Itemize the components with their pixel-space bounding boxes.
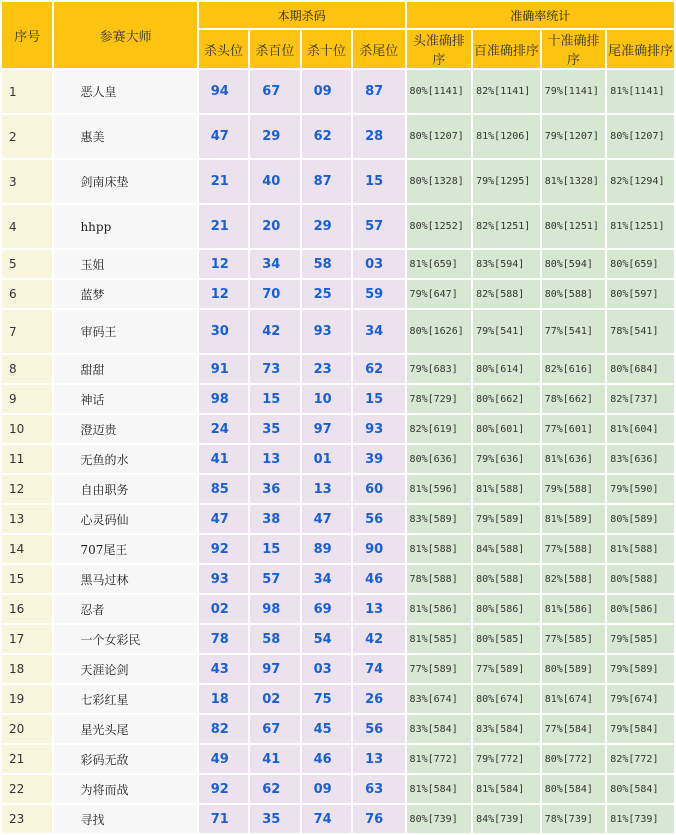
- acc-hundreds-value: 79%[772]: [473, 745, 540, 773]
- acc-tens-value: 79%[1141]: [542, 70, 606, 113]
- table-row: [2, 775, 674, 803]
- acc-tail-value: 82%[737]: [607, 385, 674, 413]
- acc-hundreds-value: 79%[541]: [473, 310, 540, 353]
- kill-head-value: 71: [199, 805, 248, 833]
- acc-hundreds-value: 84%[739]: [473, 805, 540, 833]
- header-accuracy-group: 准确率统计: [407, 2, 674, 28]
- master-name: 黑马过林: [54, 565, 196, 593]
- kill-hundreds-value: 67: [250, 715, 299, 743]
- master-name: 剑南床垫: [54, 160, 196, 203]
- acc-tail-value: 79%[589]: [607, 655, 674, 683]
- master-name: 707尾王: [54, 535, 196, 563]
- kill-tens-value: 45: [302, 715, 351, 743]
- acc-tens-value: 81%[586]: [542, 595, 606, 623]
- acc-tail-value: 80%[1207]: [607, 115, 674, 158]
- acc-tail-value: 80%[684]: [607, 355, 674, 383]
- kill-hundreds-value: 98: [250, 595, 299, 623]
- acc-head-value: 78%[588]: [407, 565, 472, 593]
- kill-tail-value: 62: [353, 355, 404, 383]
- acc-head-value: 83%[589]: [407, 505, 472, 533]
- table-row: [2, 355, 674, 383]
- table-row: [2, 685, 674, 713]
- kill-tens-value: 93: [302, 310, 351, 353]
- acc-tail-value: 80%[597]: [607, 280, 674, 308]
- kill-hundreds-value: 35: [250, 415, 299, 443]
- kill-hundreds-value: 40: [250, 160, 299, 203]
- acc-hundreds-value: 80%[614]: [473, 355, 540, 383]
- acc-head-value: 82%[619]: [407, 415, 472, 443]
- kill-hundreds-value: 73: [250, 355, 299, 383]
- acc-tens-value: 80%[589]: [542, 655, 606, 683]
- acc-hundreds-value: 79%[1295]: [473, 160, 540, 203]
- table-row: [2, 445, 674, 473]
- row-index: 6: [2, 280, 52, 308]
- kill-hundreds-value: 62: [250, 775, 299, 803]
- kill-head-value: 41: [199, 445, 248, 473]
- acc-head-value: 81%[772]: [407, 745, 472, 773]
- kill-hundreds-value: 29: [250, 115, 299, 158]
- header-acc-hundreds: 百准确排序: [473, 30, 540, 68]
- master-name: 天涯论剑: [54, 655, 196, 683]
- kill-tens-value: 29: [302, 205, 351, 248]
- row-index: 5: [2, 250, 52, 278]
- row-index: 11: [2, 445, 52, 473]
- acc-hundreds-value: 80%[674]: [473, 685, 540, 713]
- table-row: [2, 205, 674, 248]
- kill-tens-value: 47: [302, 505, 351, 533]
- table-row: [2, 160, 674, 203]
- kill-tens-value: 54: [302, 625, 351, 653]
- kill-head-value: 12: [199, 280, 248, 308]
- acc-tail-value: 80%[588]: [607, 565, 674, 593]
- kill-hundreds-value: 36: [250, 475, 299, 503]
- kill-head-value: 93: [199, 565, 248, 593]
- kill-hundreds-value: 42: [250, 310, 299, 353]
- acc-tens-value: 82%[616]: [542, 355, 606, 383]
- table-row: [2, 70, 674, 113]
- acc-tens-value: 80%[772]: [542, 745, 606, 773]
- kill-head-value: 30: [199, 310, 248, 353]
- master-name: 自由职务: [54, 475, 196, 503]
- kill-hundreds-value: 58: [250, 625, 299, 653]
- kill-head-value: 85: [199, 475, 248, 503]
- acc-head-value: 83%[584]: [407, 715, 472, 743]
- acc-hundreds-value: 80%[601]: [473, 415, 540, 443]
- master-name: 七彩红星: [54, 685, 196, 713]
- acc-head-value: 83%[674]: [407, 685, 472, 713]
- kill-tail-value: 13: [353, 745, 404, 773]
- acc-head-value: 80%[1328]: [407, 160, 472, 203]
- table-row: [2, 475, 674, 503]
- acc-tail-value: 81%[588]: [607, 535, 674, 563]
- kill-head-value: 91: [199, 355, 248, 383]
- kill-head-value: 82: [199, 715, 248, 743]
- header-kill-hundreds: 杀百位: [250, 30, 299, 68]
- row-index: 1: [2, 70, 52, 113]
- kill-tail-value: 42: [353, 625, 404, 653]
- acc-tens-value: 81%[674]: [542, 685, 606, 713]
- acc-tens-value: 78%[739]: [542, 805, 606, 833]
- header-index: 序号: [2, 2, 52, 68]
- acc-tail-value: 79%[674]: [607, 685, 674, 713]
- kill-tens-value: 74: [302, 805, 351, 833]
- kill-tens-value: 23: [302, 355, 351, 383]
- kill-tail-value: 59: [353, 280, 404, 308]
- acc-head-value: 80%[1252]: [407, 205, 472, 248]
- kill-tens-value: 87: [302, 160, 351, 203]
- master-name: 神话: [54, 385, 196, 413]
- master-name: 澄迈贵: [54, 415, 196, 443]
- kill-head-value: 21: [199, 160, 248, 203]
- kill-tens-value: 34: [302, 565, 351, 593]
- acc-head-value: 81%[588]: [407, 535, 472, 563]
- acc-hundreds-value: 80%[588]: [473, 565, 540, 593]
- kill-tens-value: 46: [302, 745, 351, 773]
- row-index: 2: [2, 115, 52, 158]
- kill-tens-value: 03: [302, 655, 351, 683]
- row-index: 4: [2, 205, 52, 248]
- acc-head-value: 81%[596]: [407, 475, 472, 503]
- acc-hundreds-value: 80%[662]: [473, 385, 540, 413]
- row-index: 9: [2, 385, 52, 413]
- kill-tail-value: 93: [353, 415, 404, 443]
- acc-tail-value: 81%[1251]: [607, 205, 674, 248]
- acc-tail-value: 82%[772]: [607, 745, 674, 773]
- master-name: 玉姐: [54, 250, 196, 278]
- acc-head-value: 81%[584]: [407, 775, 472, 803]
- acc-tens-value: 80%[1251]: [542, 205, 606, 248]
- acc-tens-value: 81%[589]: [542, 505, 606, 533]
- table-row: [2, 595, 674, 623]
- kill-tail-value: 15: [353, 160, 404, 203]
- row-index: 8: [2, 355, 52, 383]
- acc-head-value: 79%[647]: [407, 280, 472, 308]
- acc-hundreds-value: 82%[1141]: [473, 70, 540, 113]
- kill-tail-value: 57: [353, 205, 404, 248]
- master-name: 甜甜: [54, 355, 196, 383]
- table-row: [2, 715, 674, 743]
- row-index: 13: [2, 505, 52, 533]
- acc-tail-value: 81%[604]: [607, 415, 674, 443]
- table-row: [2, 310, 674, 353]
- acc-tail-value: 78%[541]: [607, 310, 674, 353]
- kill-head-value: 43: [199, 655, 248, 683]
- kill-head-value: 78: [199, 625, 248, 653]
- acc-head-value: 77%[589]: [407, 655, 472, 683]
- header-acc-head: 头准确排序: [407, 30, 472, 68]
- acc-tens-value: 81%[1328]: [542, 160, 606, 203]
- kill-head-value: 47: [199, 505, 248, 533]
- acc-tens-value: 80%[594]: [542, 250, 606, 278]
- kill-tail-value: 26: [353, 685, 404, 713]
- kill-head-value: 92: [199, 775, 248, 803]
- kill-tail-value: 28: [353, 115, 404, 158]
- table-row: [2, 505, 674, 533]
- kill-head-value: 21: [199, 205, 248, 248]
- header-master: 参赛大师: [54, 2, 196, 68]
- acc-hundreds-value: 80%[586]: [473, 595, 540, 623]
- row-index: 17: [2, 625, 52, 653]
- row-index: 16: [2, 595, 52, 623]
- acc-tens-value: 79%[588]: [542, 475, 606, 503]
- kill-head-value: 94: [199, 70, 248, 113]
- header-kill-tail: 杀尾位: [353, 30, 404, 68]
- acc-hundreds-value: 82%[1251]: [473, 205, 540, 248]
- acc-tens-value: 77%[601]: [542, 415, 606, 443]
- kill-tens-value: 10: [302, 385, 351, 413]
- table-row: [2, 745, 674, 773]
- kill-tens-value: 69: [302, 595, 351, 623]
- table-row: [2, 385, 674, 413]
- master-name: 寻找: [54, 805, 196, 833]
- master-name: 为将而战: [54, 775, 196, 803]
- kill-tail-value: 56: [353, 715, 404, 743]
- acc-tail-value: 79%[584]: [607, 715, 674, 743]
- master-name: 无鱼的水: [54, 445, 196, 473]
- acc-tail-value: 80%[589]: [607, 505, 674, 533]
- row-index: 3: [2, 160, 52, 203]
- row-index: 19: [2, 685, 52, 713]
- acc-head-value: 80%[1626]: [407, 310, 472, 353]
- kill-hundreds-value: 02: [250, 685, 299, 713]
- acc-tens-value: 79%[1207]: [542, 115, 606, 158]
- acc-hundreds-value: 81%[584]: [473, 775, 540, 803]
- acc-hundreds-value: 84%[588]: [473, 535, 540, 563]
- kill-tail-value: 63: [353, 775, 404, 803]
- kill-tail-value: 87: [353, 70, 404, 113]
- kill-tail-value: 74: [353, 655, 404, 683]
- kill-tail-value: 56: [353, 505, 404, 533]
- master-name: 一个女彩民: [54, 625, 196, 653]
- kill-tens-value: 09: [302, 775, 351, 803]
- acc-tail-value: 81%[739]: [607, 805, 674, 833]
- acc-hundreds-value: 77%[589]: [473, 655, 540, 683]
- row-index: 21: [2, 745, 52, 773]
- master-name: 星光头尾: [54, 715, 196, 743]
- row-index: 10: [2, 415, 52, 443]
- kill-tens-value: 09: [302, 70, 351, 113]
- kill-hundreds-value: 67: [250, 70, 299, 113]
- kill-tail-value: 13: [353, 595, 404, 623]
- kill-tail-value: 34: [353, 310, 404, 353]
- kill-head-value: 47: [199, 115, 248, 158]
- kill-head-value: 18: [199, 685, 248, 713]
- kill-tens-value: 75: [302, 685, 351, 713]
- rankings-body: [2, 70, 674, 833]
- acc-tail-value: 83%[636]: [607, 445, 674, 473]
- kill-tens-value: 13: [302, 475, 351, 503]
- header-kill-group: 本期杀码: [199, 2, 405, 28]
- kill-hundreds-value: 34: [250, 250, 299, 278]
- kill-tens-value: 97: [302, 415, 351, 443]
- table-row: [2, 655, 674, 683]
- acc-tens-value: 77%[584]: [542, 715, 606, 743]
- kill-tens-value: 89: [302, 535, 351, 563]
- row-index: 12: [2, 475, 52, 503]
- kill-head-value: 49: [199, 745, 248, 773]
- kill-hundreds-value: 15: [250, 535, 299, 563]
- acc-head-value: 78%[729]: [407, 385, 472, 413]
- master-name: 惠美: [54, 115, 196, 158]
- acc-tail-value: 79%[590]: [607, 475, 674, 503]
- kill-head-value: 02: [199, 595, 248, 623]
- kill-tens-value: 62: [302, 115, 351, 158]
- table-row: [2, 805, 674, 833]
- kill-tail-value: 03: [353, 250, 404, 278]
- header-acc-tens: 十准确排序: [542, 30, 606, 68]
- acc-hundreds-value: 82%[588]: [473, 280, 540, 308]
- acc-tens-value: 80%[588]: [542, 280, 606, 308]
- master-name: 忍者: [54, 595, 196, 623]
- acc-tens-value: 82%[588]: [542, 565, 606, 593]
- acc-tens-value: 78%[662]: [542, 385, 606, 413]
- row-index: 7: [2, 310, 52, 353]
- acc-tens-value: 77%[585]: [542, 625, 606, 653]
- kill-tail-value: 39: [353, 445, 404, 473]
- row-index: 23: [2, 805, 52, 833]
- kill-hundreds-value: 35: [250, 805, 299, 833]
- table-row: [2, 115, 674, 158]
- acc-head-value: 80%[1207]: [407, 115, 472, 158]
- acc-hundreds-value: 80%[585]: [473, 625, 540, 653]
- kill-hundreds-value: 41: [250, 745, 299, 773]
- acc-tail-value: 81%[1141]: [607, 70, 674, 113]
- kill-head-value: 24: [199, 415, 248, 443]
- kill-hundreds-value: 15: [250, 385, 299, 413]
- kill-head-value: 12: [199, 250, 248, 278]
- acc-tail-value: 80%[659]: [607, 250, 674, 278]
- acc-tens-value: 77%[541]: [542, 310, 606, 353]
- acc-tail-value: 80%[584]: [607, 775, 674, 803]
- kill-hundreds-value: 70: [250, 280, 299, 308]
- acc-tens-value: 80%[584]: [542, 775, 606, 803]
- master-name: 心灵码仙: [54, 505, 196, 533]
- kill-tail-value: 15: [353, 385, 404, 413]
- acc-hundreds-value: 79%[589]: [473, 505, 540, 533]
- header-acc-tail: 尾准确排序: [607, 30, 674, 68]
- kill-tens-value: 25: [302, 280, 351, 308]
- kill-hundreds-value: 97: [250, 655, 299, 683]
- kill-tail-value: 46: [353, 565, 404, 593]
- master-name: 彩码无敌: [54, 745, 196, 773]
- header-kill-tens: 杀十位: [302, 30, 351, 68]
- master-name: 恶人皇: [54, 70, 196, 113]
- acc-head-value: 80%[1141]: [407, 70, 472, 113]
- table-row: [2, 250, 674, 278]
- kill-tens-value: 58: [302, 250, 351, 278]
- table-row: [2, 415, 674, 443]
- acc-tail-value: 82%[1294]: [607, 160, 674, 203]
- row-index: 18: [2, 655, 52, 683]
- master-name: 审码王: [54, 310, 196, 353]
- acc-hundreds-value: 81%[1206]: [473, 115, 540, 158]
- acc-head-value: 79%[683]: [407, 355, 472, 383]
- kill-head-value: 92: [199, 535, 248, 563]
- acc-head-value: 81%[585]: [407, 625, 472, 653]
- master-name: hhpp: [54, 205, 196, 248]
- acc-hundreds-value: 83%[584]: [473, 715, 540, 743]
- table-row: [2, 565, 674, 593]
- row-index: 15: [2, 565, 52, 593]
- kill-hundreds-value: 13: [250, 445, 299, 473]
- acc-hundreds-value: 79%[636]: [473, 445, 540, 473]
- master-name: 蓝梦: [54, 280, 196, 308]
- acc-tail-value: 79%[585]: [607, 625, 674, 653]
- kill-tail-value: 60: [353, 475, 404, 503]
- table-row: [2, 535, 674, 563]
- acc-tens-value: 81%[636]: [542, 445, 606, 473]
- kill-tail-value: 76: [353, 805, 404, 833]
- kill-head-value: 98: [199, 385, 248, 413]
- acc-tens-value: 77%[588]: [542, 535, 606, 563]
- acc-hundreds-value: 83%[594]: [473, 250, 540, 278]
- acc-head-value: 81%[659]: [407, 250, 472, 278]
- acc-tail-value: 80%[586]: [607, 595, 674, 623]
- kill-hundreds-value: 38: [250, 505, 299, 533]
- kill-hundreds-value: 57: [250, 565, 299, 593]
- row-index: 22: [2, 775, 52, 803]
- row-index: 20: [2, 715, 52, 743]
- table-row: [2, 280, 674, 308]
- row-index: 14: [2, 535, 52, 563]
- kill-tail-value: 90: [353, 535, 404, 563]
- kill-hundreds-value: 20: [250, 205, 299, 248]
- kill-tens-value: 01: [302, 445, 351, 473]
- table-row: [2, 625, 674, 653]
- acc-head-value: 80%[739]: [407, 805, 472, 833]
- acc-head-value: 81%[586]: [407, 595, 472, 623]
- header-kill-head: 杀头位: [199, 30, 248, 68]
- acc-hundreds-value: 81%[588]: [473, 475, 540, 503]
- acc-head-value: 80%[636]: [407, 445, 472, 473]
